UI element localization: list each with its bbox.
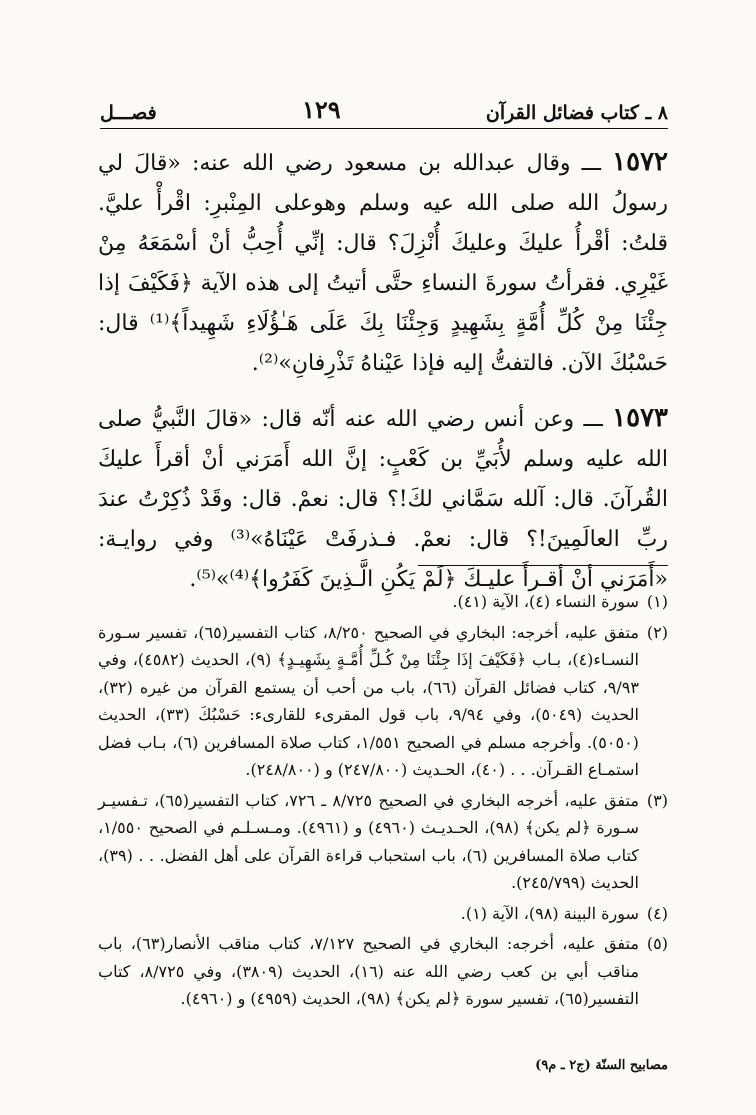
- section-title: فصـــل: [100, 102, 157, 124]
- footnote-text: سورة النساء (٤)، الآية (٤١).: [452, 592, 639, 611]
- footnote-text: متفق عليه، أخرجه: البخاري في الصحيح ٨/٢٥٠، كتاب التفسير(٦٥)، تفسير سـورة النسـاء(٤)، بـاب ﴿فَكَيْفَ إذَا جِئْنَا مِنْ كُـلِّ أُمَّـةٍ بِشَهِيـدٍ﴾ (٩)، الحديث (٤٥٨٢)، وفي ٩/٩٣، كتاب فضائل القرآن (٦٦)، باب من أحب أن يستمع القرآن من غيره (٣٢)، الحديث (٥٠٤٩)، وفي ٩/٩٤، باب قول المقرىء للقارىء: حَسْبُكَ (٣٣)، الحديث (٥٠٥٠). وأخرجه مسلم في الصحيح ١/٥٥١، كتاب صلاة المسافرين (٦)، بـاب فضل استمـاع القـرآن. . . (٤٠)، الحـديث (٢٤٧/٨٠٠) و (٢٤٨/٨٠٠).: [98, 622, 639, 779]
- running-header: [100, 84, 668, 129]
- footnote-number: (٥): [646, 934, 668, 953]
- footnotes: [98, 588, 668, 1016]
- main-text: [98, 142, 668, 614]
- page-number: ١٢٩: [301, 95, 341, 124]
- footnote: [98, 787, 668, 897]
- hadith-number: ١٥٧٣: [612, 403, 668, 433]
- footnote-separator: [418, 565, 668, 566]
- hadith-paragraph: [98, 398, 668, 600]
- footnote: [98, 900, 668, 928]
- chapter-title: ٨ ـ كتاب فضائل القرآن: [485, 102, 668, 124]
- footnote-number: (٤): [646, 903, 668, 923]
- hadith-number: ١٥٧٢: [612, 147, 668, 177]
- footnote: [98, 588, 668, 616]
- footnote: [98, 619, 668, 784]
- footnote-number: (١): [646, 592, 668, 611]
- footnote-number: (٢): [646, 622, 668, 642]
- footnote-text: متفق عليه، أخرجه: البخاري في الصحيح ٧/١٢٧، كتاب مناقب الأنصار(٦٣)، باب مناقب أبي بن كعب رضي الله عنه (١٦)، الحديث (٣٨٠٩)، وفي ٨/٧٢٥، كتاب التفسير(٦٥)، تفسير سورة ﴿لم يكن﴾ (٩٨)، الحديث (٤٩٥٩) و (٤٩٦٠).: [98, 934, 639, 1008]
- signature-mark: مصابيح السنّة (ج٢ ـ م٩): [535, 1058, 668, 1073]
- hadith-paragraph: [98, 142, 668, 384]
- hadith-text: ـــ وعن أنس رضي الله عنه أنّه قال: «قالَ النَّبيُّ صلى الله عليه وسلم لأُبَيِّ بن كَعْبٍ: إنَّ الله أَمَرَني أنْ أقرأَ عليكَ القُرآنَ. قال: آلله سَمَّاني لكَ!؟ قال: نعمْ. قال: وقَدْ ذُكِرْتُ عندَ ربِّ العالَمِينَ!؟ قال: نعمْ. فـذرفَتْ عَيْنَاهُ»⁽³⁾ وفي روايـة: «أَمَرَني أنْ أقـرأَ عليـكَ ﴿لَمْ يَكُنِ الَّـذِينَ كَفَرُوا﴾⁽⁴⁾»⁽⁵⁾.: [98, 407, 668, 592]
- hadith-text: ـــ وقال عبدالله بن مسعود رضي الله عنه: «قالَ لي رسولُ الله صلى الله عيه وسلم وهوعلى المِنْبرِ: اقْرأْ عليَّ. قلتُ: أقْرأُ عليكَ وعليكَ أُنْزِلَ؟ قال: إنِّي أُحِبُّ أنْ أسْمَعَهُ مِنْ غَيْرِي. فقرأتُ سورةَ النساءِ حتَّى أتيتُ إلى هذه الآية ﴿فَكَيْفَ إذا جِئْنَا مِنْ كُلِّ أُمَّةٍ بِشَهِيدٍ وَجِئْنَا بِكَ عَلَى هَـٰؤُلَاءِ شَهِيداً﴾⁽¹⁾ قال: حَسْبُكَ الآن. فالتفتُّ إليه فإذا عَيْناهُ تَذْرِفانِ»⁽²⁾.: [98, 151, 668, 376]
- footnote-text: متفق عليه، أخرجه البخاري في الصحيح ٨/٧٢٥ ـ ٧٢٦، كتاب التفسير(٦٥)، تـفسيـر سـورة ﴿لم يكن﴾ (٩٨)، الحـديـث (٤٩٦٠) و (٤٩٦١). ومـسـلـم في الصحيح ١/٥٥٠، كتاب صلاة المسافرين (٦)، باب استحباب قراءة القرآن على أهل الفضل. . . (٣٩)، الحديث (٢٤٥/٧٩٩).: [98, 790, 639, 892]
- footnote-text: سورة البينة (٩٨)، الآية (١).: [460, 903, 639, 923]
- footnote: [98, 930, 668, 1013]
- footnote-number: (٣): [646, 790, 668, 810]
